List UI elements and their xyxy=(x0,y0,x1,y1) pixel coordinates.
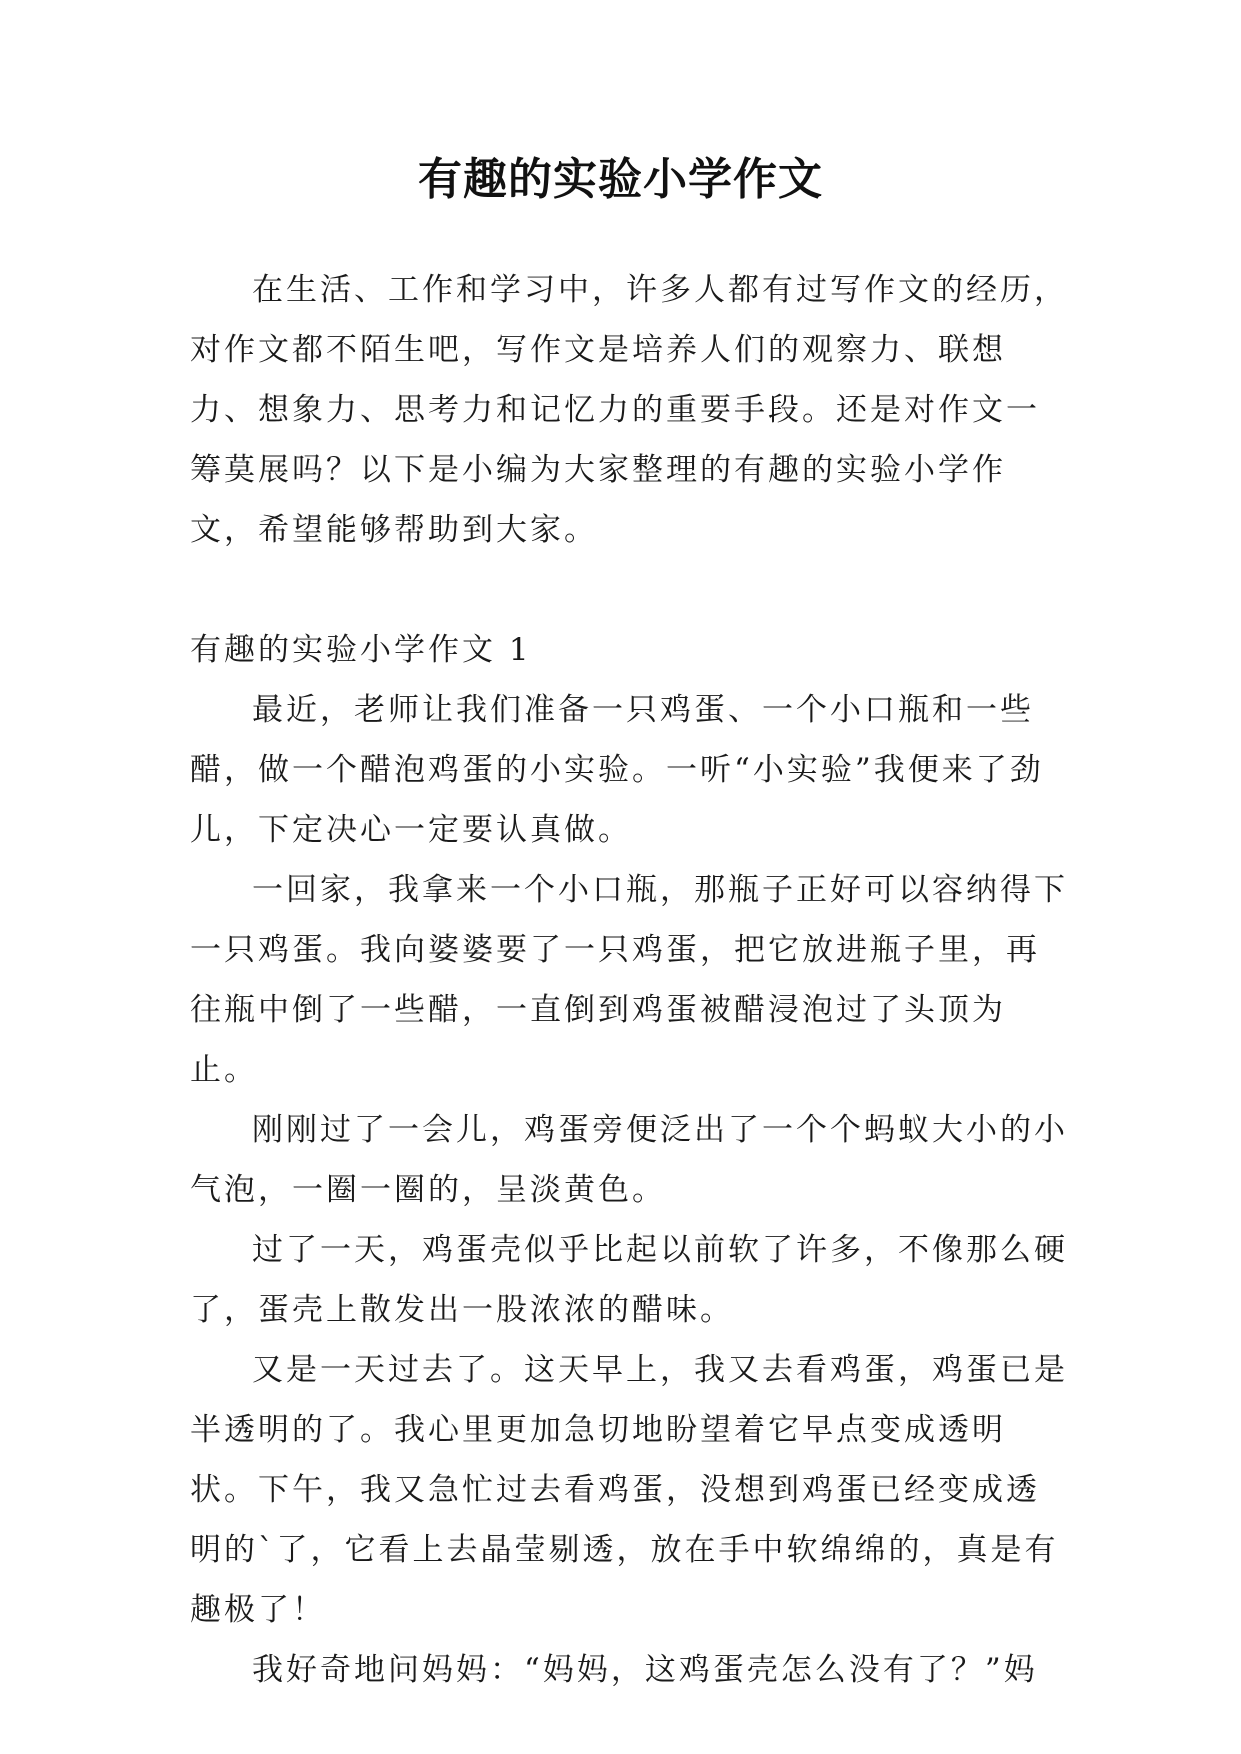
document-body xyxy=(190,260,1070,1700)
section-heading: 有趣的实验小学作文 1 xyxy=(190,632,532,668)
body-paragraph: 刚刚过了一会儿，鸡蛋旁便泛出了一个个蚂蚁大小的小气泡，一圈一圈的，呈淡黄色。 xyxy=(190,1112,1068,1208)
intro-paragraph: 在生活、工作和学习中，许多人都有过写作文的经历，对作文都不陌生吧，写作文是培养人们的观察力、联想力、想象力、思考力和记忆力的重要手段。还是对作文一筹莫展吗？以下是小编为大家整理的有趣的实验小学作文，希望能够帮助到大家。 xyxy=(190,272,1068,548)
body-paragraph: 我好奇地问妈妈：“妈妈，这鸡蛋壳怎么没有了？”妈 xyxy=(252,1652,1038,1688)
body-paragraph: 最近，老师让我们准备一只鸡蛋、一个小口瓶和一些醋，做一个醋泡鸡蛋的小实验。一听“小实验”我便来了劲儿，下定决心一定要认真做。 xyxy=(190,692,1044,848)
body-paragraph: 过了一天，鸡蛋壳似乎比起以前软了许多，不像那么硬了，蛋壳上散发出一股浓浓的醋味。 xyxy=(190,1232,1068,1328)
body-paragraph: 又是一天过去了。这天早上，我又去看鸡蛋，鸡蛋已是半透明的了。我心里更加急切地盼望着它早点变成透明状。下午，我又急忙过去看鸡蛋，没想到鸡蛋已经变成透明的`了，它看上去晶莹剔透，放在手中软绵绵的，真是有趣极了！ xyxy=(190,1352,1068,1628)
body-paragraph: 一回家，我拿来一个小口瓶，那瓶子正好可以容纳得下一只鸡蛋。我向婆婆要了一只鸡蛋，把它放进瓶子里，再往瓶中倒了一些醋，一直倒到鸡蛋被醋浸泡过了头顶为止。 xyxy=(190,872,1068,1088)
document-title: 有趣的实验小学作文 xyxy=(418,154,823,205)
